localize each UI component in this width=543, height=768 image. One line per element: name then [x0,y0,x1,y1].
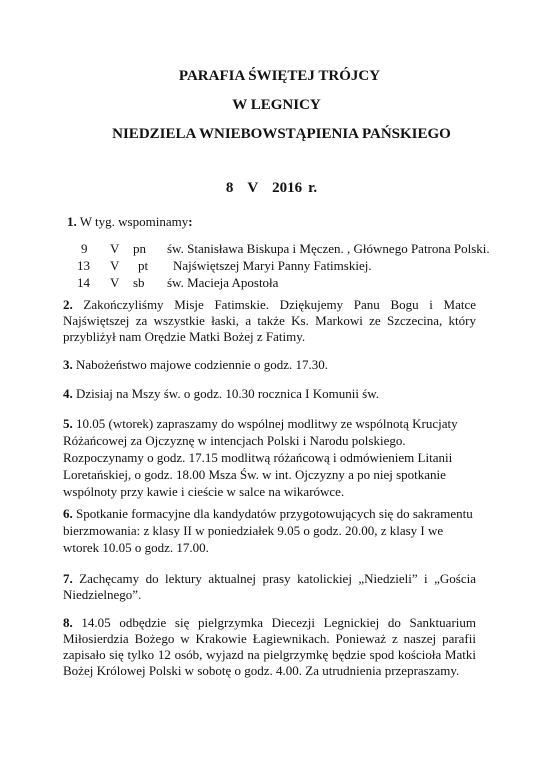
commemoration-month: V [110,258,120,273]
date-year: 2016 [272,180,303,196]
announcement-1-colon: : [188,214,193,229]
commemoration-day: 14 [77,275,90,290]
sunday-title: NIEDZIELA WNIEBOWSTĄPIENIA PAŃSKIEGO [112,126,451,142]
announcement-number: 3. [63,357,73,372]
announcement-text: Dzisiaj na Mszy św. o godz. 10.30 rocznica I Komunii św. [76,386,380,401]
announcement-number: 8. [63,615,73,630]
announcement-number: 2. [63,297,73,312]
announcement-8 [63,615,476,679]
announcement-5 [63,415,476,500]
announcement-text: 10.05 (wtorek) zapraszamy do wspólnej modlitwy ze wspólnotą Krucjaty Różańcowej za Ojczyznę w intencjach Polski i Narodu polskiego. Rozpoczynamy o godz. 17.15 modlitwą różańcową i odmówieniem Litanii Loretańskiej, o godz. 18.00 Msza Św. w int. Ojczyzny a po niej spotkanie wspólnoty przy kawie i cieście w salce na wikarówce. [63,416,458,499]
commemoration-weekday: sb [133,275,145,290]
announcement-text: Spotkanie formacyjne dla kandydatów przygotowujących się do sakramentu bierzmowania: z klasy II w poniedziałek 9.05 o godz. 20.00, z klasy I we wtorek 10.05 o godz. 17.00. [63,506,473,555]
commemoration-weekday: pn [133,241,146,256]
announcement-text: 14.05 odbędzie się pielgrzymka Diecezji Legnickiej do Sanktuarium Miłosierdzia Bożego w Krakowie Łagiewnikach. Ponieważ z naszej parafii zapisało się tylko 12 osób, wyjazd na pielgrzymkę będzie spod kościoła Matki Bożej Królowej Polski w sobotę o godz. 4.00. Za utrudnienia przepraszamy. [63,615,476,678]
date-day: 8 [225,180,234,196]
announcement-2 [63,297,476,345]
commemoration-text: Najświętszej Maryi Panny Fatimskiej. [173,258,372,273]
parish-name: PARAFIA ŚWIĘTEJ TRÓJCY [178,68,381,84]
commemoration-month: V [110,241,120,256]
bulletin-date [0,180,543,197]
announcement-number: 4. [63,386,73,401]
announcement-6 [63,505,476,556]
date-month: V [247,180,259,196]
commemoration-month: V [110,275,120,290]
announcement-number: 5. [63,416,73,431]
announcement-number: 7. [63,571,73,586]
commemoration-weekday: pt [138,258,149,273]
commemoration-day: 13 [77,258,90,273]
parish-city: W LEGNICY [232,97,321,113]
announcement-7 [63,571,476,603]
date-suffix: r. [308,180,318,196]
commemoration-day: 9 [81,241,88,256]
commemoration-text: św. Macieja Apostoła [167,275,279,290]
announcement-1-heading [67,214,480,230]
announcement-1-label: W tyg. wspominamy [79,214,189,229]
commemoration-text: św. Stanisława Biskupa i Męczen. , Głównego Patrona Polski. [167,241,490,256]
announcement-text: Zakończyliśmy Misje Fatimskie. Dziękujemy Panu Bogu i Matce Najświętszej za wszystkie łaski, a także Ks. Markowi ze Szczecina, który przybliżył nam Orędzie Matki Bożej z Fatimy. [63,297,476,344]
announcement-text: Zachęcamy do lektury aktualnej prasy katolickiej „Niedzieli” i „Gościa Niedzielnego”. [63,571,476,602]
announcement-3 [63,357,476,373]
announcement-text: Nabożeństwo majowe codziennie o godz. 17.30. [76,357,328,372]
announcement-4 [63,386,476,402]
announcement-number: 6. [63,506,73,521]
announcement-number: 1. [67,214,77,229]
